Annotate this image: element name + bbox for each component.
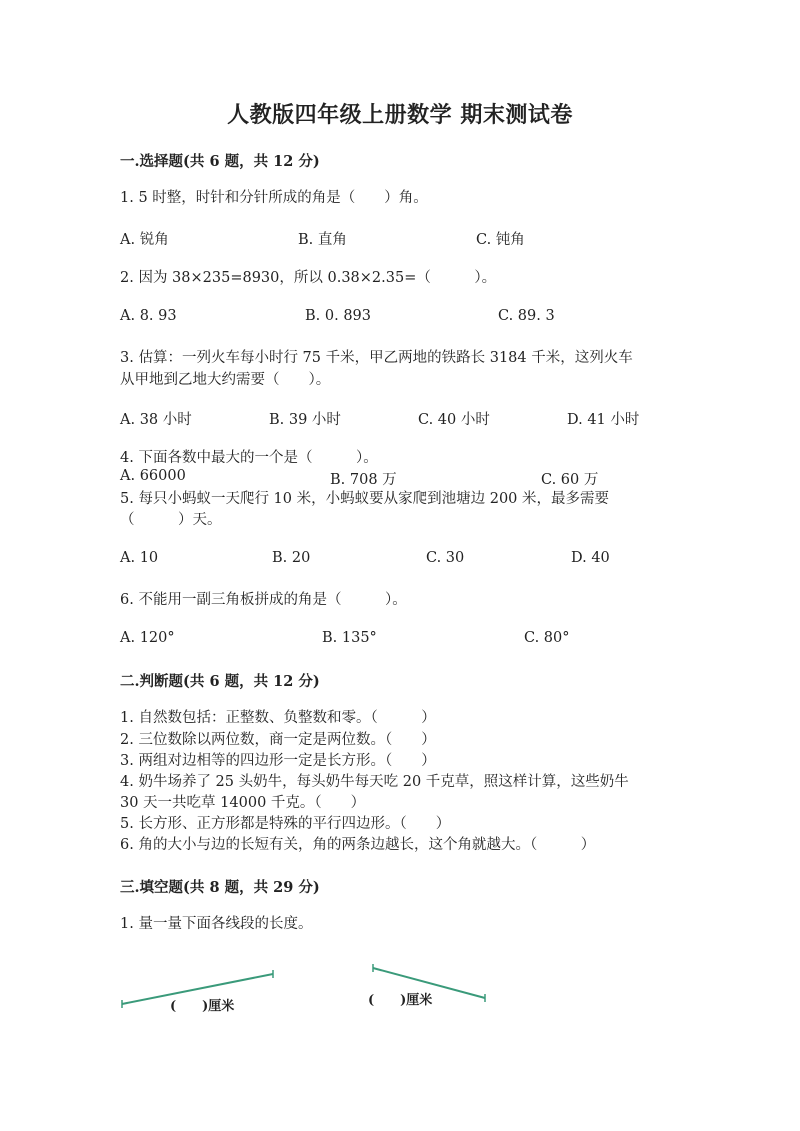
q4-option-c: C. 60 万 xyxy=(541,472,599,488)
q6-option-a: A. 120° xyxy=(120,630,175,646)
q4-option-a: A. 66000 xyxy=(120,468,186,484)
q2-option-c: C. 89. 3 xyxy=(498,308,555,324)
question-1: 1. 5 时整，时针和分针所成的角是（ ）角。 xyxy=(120,190,428,206)
section-1-heading: 一.选择题(共 6 题，共 12 分) xyxy=(120,153,320,170)
q1-option-a: A. 锐角 xyxy=(120,232,169,248)
q3-option-d: D. 41 小时 xyxy=(567,412,640,428)
judge-item-2: 2. 三位数除以两位数，商一定是两位数。（ ） xyxy=(120,732,436,748)
judge-item-4-line-2: 30 天一共吃草 14000 千克。（ ） xyxy=(120,795,366,811)
q3-option-b: B. 39 小时 xyxy=(269,412,341,428)
section-3-heading: 三.填空题(共 8 题，共 29 分) xyxy=(120,879,320,896)
segment-1-length-label: ( )厘米 xyxy=(170,999,235,1014)
judge-item-6: 6. 角的大小与边的长短有关，角的两条边越长，这个角就越大。（ ） xyxy=(120,837,596,853)
judge-item-4-line-1: 4. 奶牛场养了 25 头奶牛，每头奶牛每天吃 20 千克草，照这样计算，这些奶牛 xyxy=(120,774,629,790)
q6-option-c: C. 80° xyxy=(524,630,570,646)
q3-option-a: A. 38 小时 xyxy=(120,412,192,428)
question-6: 6. 不能用一副三角板拼成的角是（ ）。 xyxy=(120,592,407,608)
question-4: 4. 下面各数中最大的一个是（ ）。 xyxy=(120,450,378,466)
judge-item-1: 1. 自然数包括：正整数、负整数和零。（ ） xyxy=(120,710,436,726)
q5-option-d: D. 40 xyxy=(571,550,610,566)
question-5-line-1: 5. 每只小蚂蚁一天爬行 10 米，小蚂蚁要从家爬到池塘边 200 米，最多需要 xyxy=(120,491,610,507)
q1-option-c: C. 钝角 xyxy=(476,232,525,248)
segment-2-length-label: ( )厘米 xyxy=(368,993,433,1008)
judge-item-3: 3. 两组对边相等的四边形一定是长方形。（ ） xyxy=(120,753,436,769)
section-2-heading: 二.判断题(共 6 题，共 12 分) xyxy=(120,673,320,690)
page-title: 人教版四年级上册数学 期末测试卷 xyxy=(227,102,573,128)
q5-option-b: B. 20 xyxy=(272,550,311,566)
line-segment-figure xyxy=(110,960,510,1030)
q4-option-b: B. 708 万 xyxy=(330,472,397,488)
fill-question-1: 1. 量一量下面各线段的长度。 xyxy=(120,916,313,932)
question-3-line-1: 3. 估算：一列火车每小时行 75 千米，甲乙两地的铁路长 3184 千米，这列火车 xyxy=(120,350,633,366)
q1-option-b: B. 直角 xyxy=(298,232,347,248)
q3-option-c: C. 40 小时 xyxy=(418,412,490,428)
question-2: 2. 因为 38×235=8930，所以 0.38×2.35=（ ）。 xyxy=(120,270,497,286)
judge-item-5: 5. 长方形、正方形都是特殊的平行四边形。（ ） xyxy=(120,816,451,832)
q5-option-c: C. 30 xyxy=(426,550,465,566)
q2-option-a: A. 8. 93 xyxy=(120,308,177,324)
question-5-line-2: （ ）天。 xyxy=(120,512,222,528)
q5-option-a: A. 10 xyxy=(120,550,159,566)
question-3-line-2: 从甲地到乙地大约需要（ ）。 xyxy=(120,372,331,388)
q6-option-b: B. 135° xyxy=(322,630,377,646)
q2-option-b: B. 0. 893 xyxy=(305,308,371,324)
